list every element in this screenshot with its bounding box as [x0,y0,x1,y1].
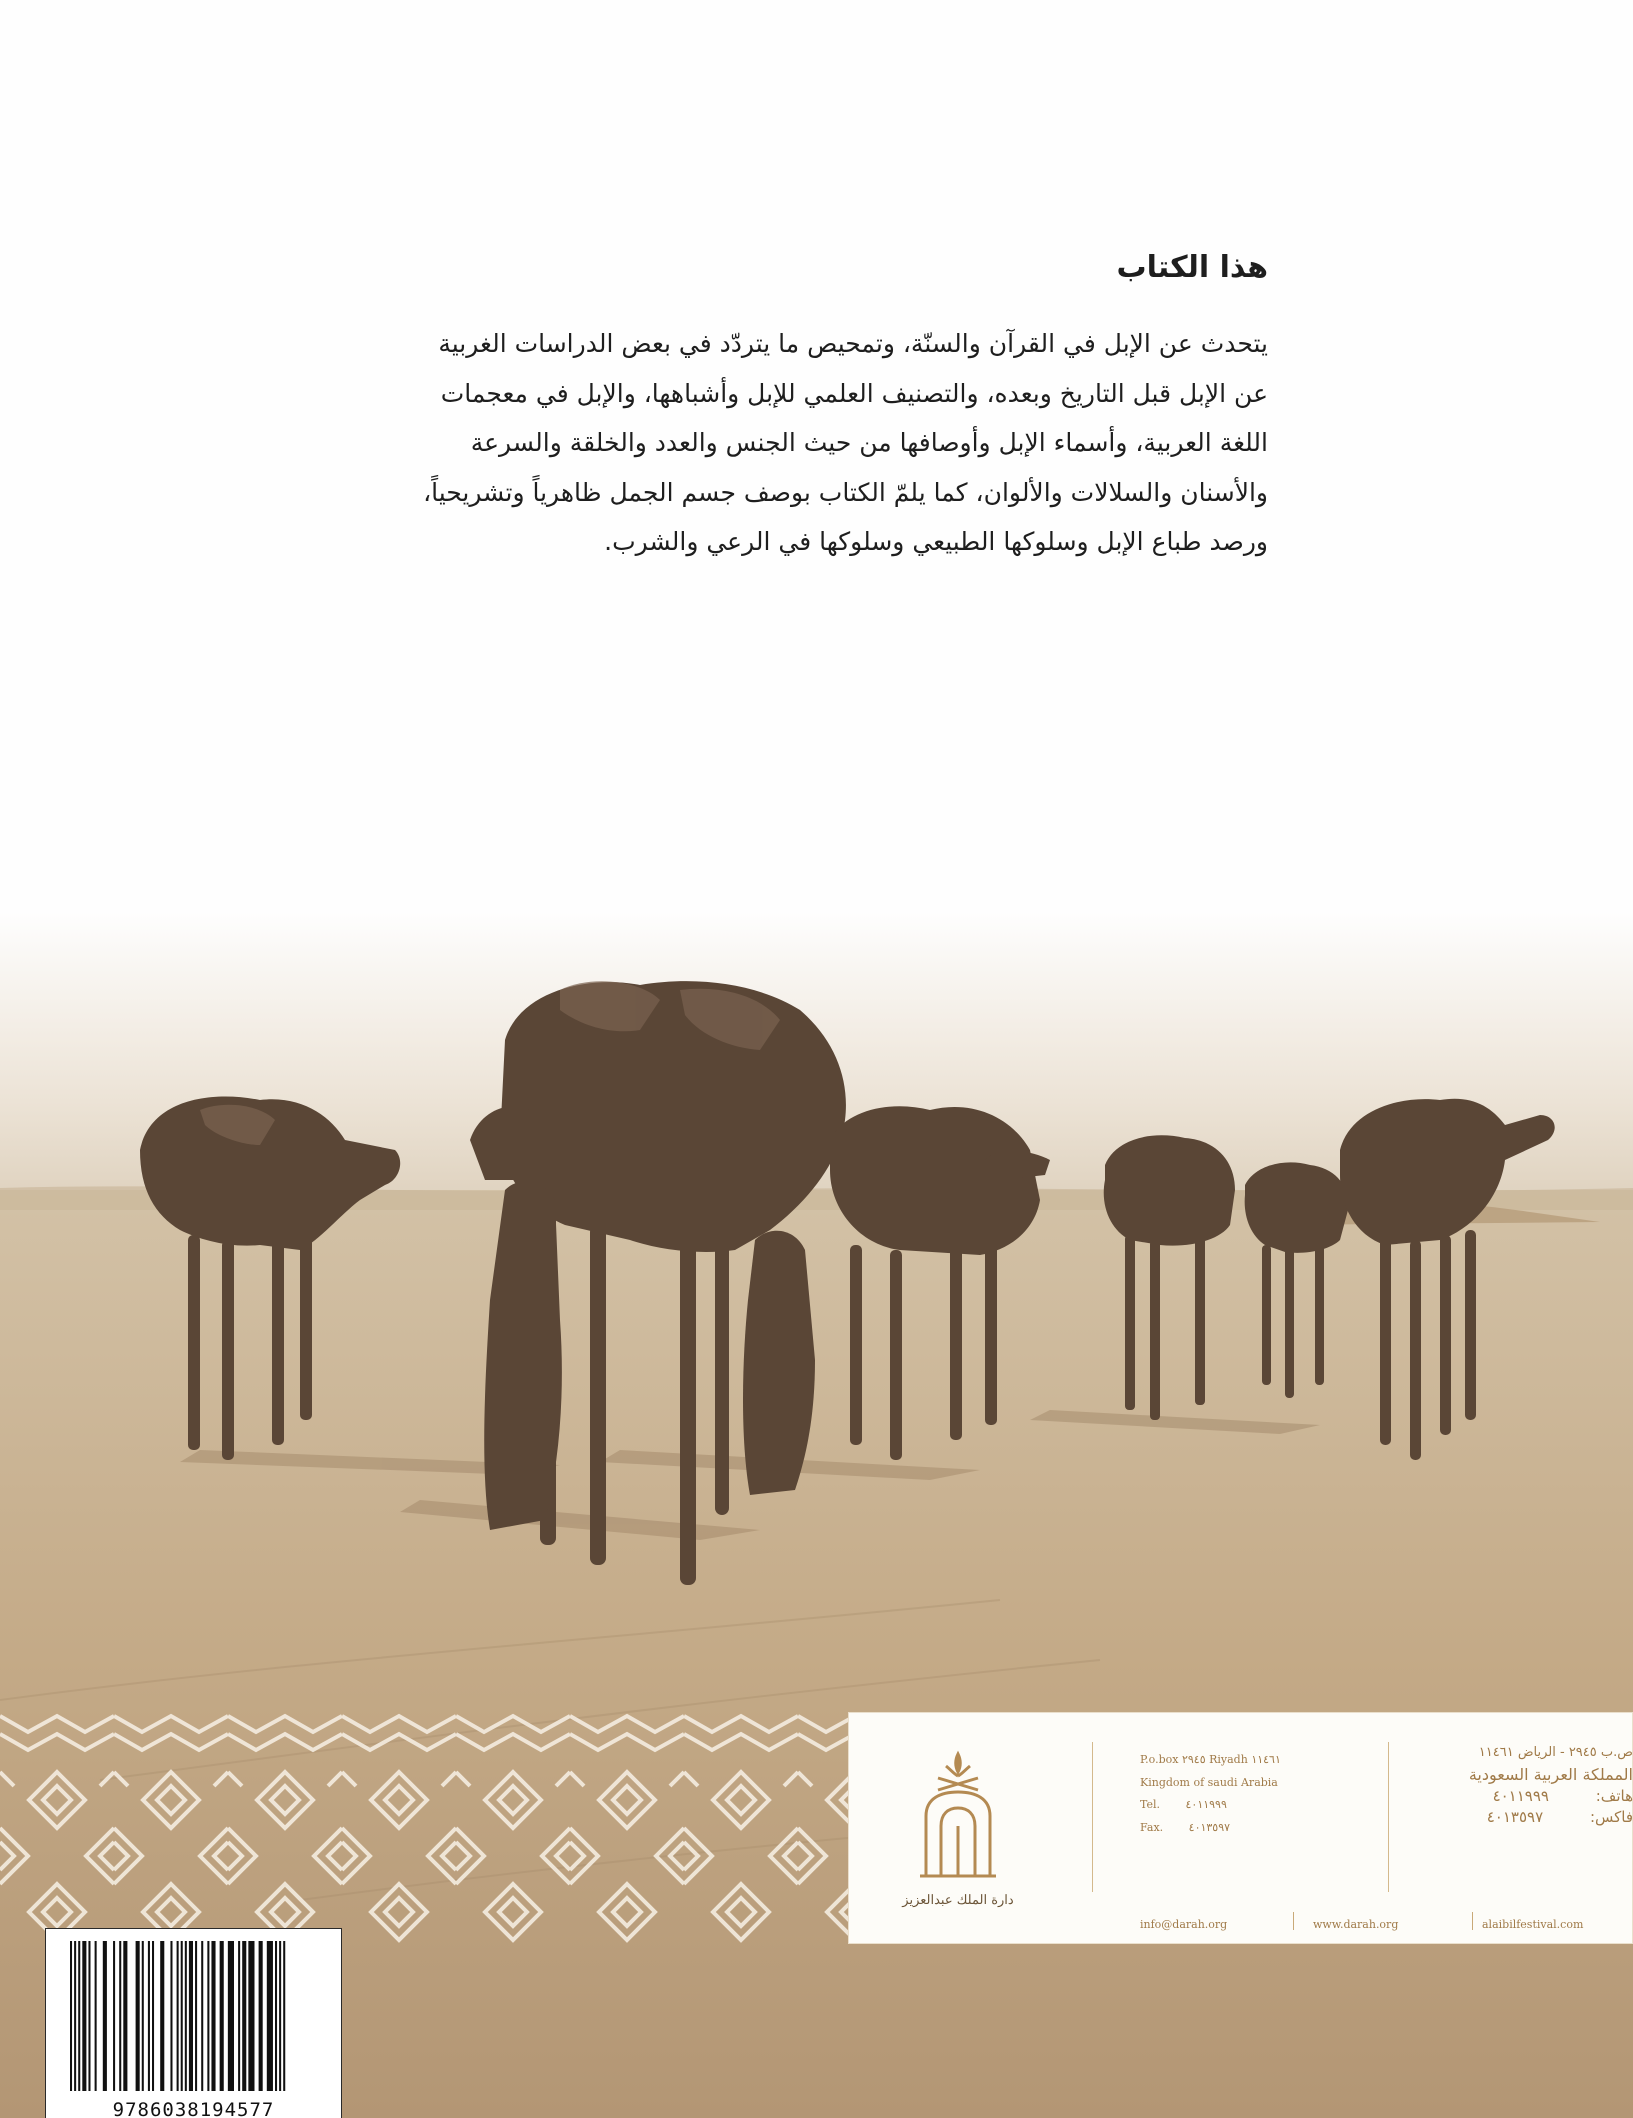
barcode-bar [259,1941,263,2091]
fax-label: Fax. [1140,1820,1164,1834]
barcode-bar [279,1941,281,2091]
barcode-bar [123,1941,127,2091]
barcode-bar [211,1941,215,2091]
barcode-bar [136,1941,140,2091]
barcode-bar [70,1941,72,2091]
description-line: يتحدث عن الإبل في القرآن والسنّة، وتمحيص ما يتردّد في بعض الدراسات الغربية [438,329,1268,358]
arabic-address [1423,1742,1633,1828]
barcode-bar [242,1941,246,2091]
barcode-bar [207,1941,209,2091]
isbn-number: 9786038194577 [46,2099,341,2118]
barcode-bar [248,1941,254,2091]
barcode-bar [82,1941,86,2091]
isbn-barcode [45,1928,342,2118]
fax-value: ٤٠١٣٥٩٧ [1188,1820,1231,1834]
barcode-bar [201,1941,203,2091]
barcode-bar [181,1941,183,2091]
barcode-bar [160,1941,164,2091]
tel-label: Tel. [1140,1798,1161,1811]
publisher-info-card [848,1712,1633,1944]
barcode-bar [103,1941,107,2091]
festival-link[interactable]: alaibilfestival.com [1482,1918,1584,1931]
link-divider [1472,1912,1473,1930]
barcode-bar [267,1941,273,2091]
barcode-bar [228,1941,234,2091]
link-divider [1293,1912,1294,1930]
description-line: اللغة العربية، وأسماء الإبل وأوصافها من حيث الجنس والعدد والخلقة والسرعة [470,428,1268,457]
fax-label-ar: فاكس: [1589,1808,1633,1826]
barcode-bar [74,1941,76,2091]
phone-label-ar: هاتف: [1595,1787,1633,1805]
email-link[interactable]: info@darah.org [1140,1918,1228,1931]
book-section-heading: هذا الكتاب [1116,250,1268,285]
phone-en [1140,1794,1281,1817]
barcode-bar [195,1941,197,2091]
barcode-bars [68,1941,318,2091]
fax-en [1140,1817,1281,1840]
barcode-bar [142,1941,144,2091]
barcode-bar [119,1941,121,2091]
english-address [1140,1749,1281,1839]
pobox-en: P.o.box ٢٩٤٥ Riyadh ١١٤٦١ [1140,1753,1281,1766]
barcode-bar [88,1941,90,2091]
barcode-bar [220,1941,224,2091]
barcode-bar [78,1941,80,2091]
barcode-bar [283,1941,285,2091]
description-line: ورصد طباع الإبل وسلوكها الطبيعي وسلوكها في الرعي والشرب. [604,527,1268,556]
card-divider [1092,1742,1093,1892]
description-block [388,250,1268,567]
barcode-bar [185,1941,187,2091]
phone-ar [1423,1786,1633,1807]
darah-logo-icon [896,1746,1021,1916]
fax-ar [1423,1807,1633,1828]
website-link[interactable]: www.darah.org [1313,1918,1399,1931]
country-en: Kingdom of saudi Arabia [1140,1775,1278,1789]
barcode-bar [238,1941,240,2091]
barcode-bar [170,1941,172,2091]
barcode-bar [148,1941,150,2091]
barcode-bar [152,1941,154,2091]
barcode-bar [95,1941,97,2091]
pobox-ar: ص.ب ٢٩٤٥ - الرياض ١١٤٦١ [1478,1745,1633,1760]
country-ar: المملكة العربية السعودية [1468,1765,1633,1784]
barcode-bar [275,1941,277,2091]
barcode-bar [113,1941,115,2091]
description-line: عن الإبل قبل التاريخ وبعده، والتصنيف العلمي للإبل وأشباهها، والإبل في معجمات [440,378,1268,408]
fax-value-ar: ٤٠١٣٥٩٧ [1486,1808,1544,1826]
tel-value: ٤٠١١٩٩٩ [1185,1798,1227,1811]
barcode-bar [177,1941,179,2091]
barcode-bar [189,1941,193,2091]
phone-value-ar: ٤٠١١٩٩٩ [1492,1787,1549,1805]
description-line: والأسنان والسلالات والألوان، كما يلمّ الكتاب بوصف جسم الجمل ظاهرياً وتشريحياً، [423,477,1268,507]
logo-caption-text: دارة الملك عبدالعزيز [902,1893,1014,1908]
card-divider [1388,1742,1389,1892]
